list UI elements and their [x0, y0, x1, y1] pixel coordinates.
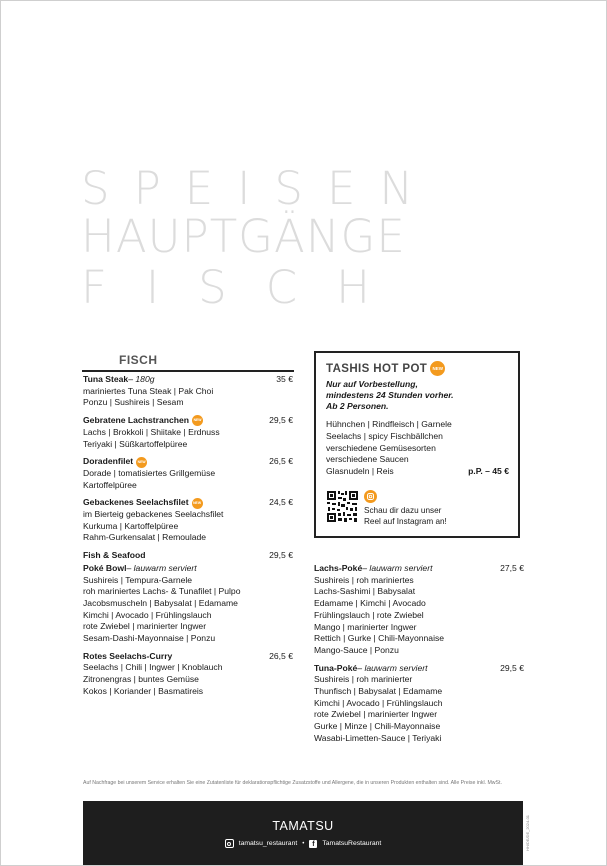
- menu-item-description: Kartoffelpüree: [83, 479, 137, 490]
- menu-item-price: 24,5 €: [269, 497, 293, 508]
- menu-item-description: Thunfisch | Babysalat | Edamame: [314, 686, 443, 697]
- brand-name: TAMATSU: [272, 819, 334, 833]
- menu-item-name-wrap: [83, 456, 147, 468]
- menu-item-note: – lauwarm serviert: [357, 662, 428, 673]
- menu-item-description: Wasabi-Limetten-Sauce | Teriyaki: [314, 732, 442, 743]
- menu-item: [83, 563, 293, 645]
- menu-item-header: [83, 550, 293, 562]
- heading-hauptgaenge: HAUPTGÄNGE: [81, 210, 406, 263]
- menu-item-description: Kimchi | Avocado | Frühlingslauch: [314, 697, 443, 708]
- menu-item-description: Kimchi | Avocado | Frühlingslauch: [83, 609, 212, 620]
- menu-item-description: Ponzu | Sushireis | Sesam: [83, 397, 184, 408]
- instagram-promo: [326, 490, 509, 527]
- menu-item-name: Gebratene Lachstranchen: [83, 415, 190, 426]
- hotpot-desc-line: Glasnudeln | Reis: [326, 466, 394, 477]
- menu-item-price: 27,5 €: [500, 563, 524, 573]
- left-menu-column: [83, 374, 293, 704]
- menu-item-note: – 180g: [128, 374, 155, 384]
- facebook-handle[interactable]: TamatsuRestaurant: [322, 840, 382, 847]
- menu-item-description: Zitronengras | buntes Gemüse: [83, 674, 199, 685]
- menu-item: [83, 550, 293, 562]
- section-title: FISCH: [119, 353, 158, 367]
- hotpot-note-line: Ab 2 Personen.: [326, 401, 389, 411]
- instagram-icon[interactable]: [364, 490, 377, 503]
- menu-item: [83, 651, 293, 698]
- instagram-handle[interactable]: tamatsu_restaurant: [238, 840, 298, 847]
- menu-item-description: Seelachs | Chili | Ingwer | Knoblauch: [83, 662, 223, 673]
- menu-item-name-wrap: [83, 415, 203, 427]
- menu-item-name: Tuna Steak: [83, 374, 129, 384]
- hotpot-desc-line: verschiedene Saucen: [326, 454, 409, 465]
- new-badge-icon: NEW: [136, 457, 147, 468]
- menu-item-description: mariniertes Tuna Steak | Pak Choi: [83, 385, 214, 396]
- facebook-icon: f: [309, 840, 317, 848]
- menu-item-description: rote Zwiebel | marinierter Ingwer: [83, 621, 207, 632]
- menu-item-description: Dorade | tomatisiertes Grillgemüse: [83, 467, 216, 478]
- menu-item-description: im Bierteig gebackenes Seelachsfilet: [83, 509, 224, 520]
- menu-item-price: 29,5 €: [269, 550, 293, 561]
- menu-item-price: 26,5 €: [269, 456, 293, 467]
- menu-item-name: Lachs-Poké: [314, 563, 363, 573]
- menu-item-price: 29,5 €: [500, 662, 524, 673]
- menu-item: [314, 563, 524, 657]
- menu-item: [314, 663, 524, 745]
- menu-item-description: Sushireis | roh mariniertes: [314, 574, 414, 585]
- menu-item: [83, 497, 293, 544]
- separator-dot: •: [302, 840, 305, 847]
- social-links: [83, 839, 523, 848]
- menu-item-description: Sushireis | Tempura-Garnele: [83, 574, 193, 585]
- menu-item-note: – lauwarm serviert: [362, 563, 433, 573]
- menu-item-name-wrap: [83, 374, 155, 386]
- hotpot-note-line: mindestens 24 Stunden vorher.: [326, 390, 454, 400]
- menu-item-name: Doradenfilet: [83, 456, 134, 467]
- hotpot-note: [326, 379, 509, 412]
- menu-item-description: Gurke | Minze | Chili-Mayonnaise: [314, 721, 441, 732]
- menu-item-header: [83, 415, 293, 427]
- menu-item-description: Mango | marinierter Ingwer: [314, 621, 417, 632]
- menu-item-name-wrap: [314, 563, 432, 575]
- menu-item: [83, 374, 293, 409]
- menu-item-price: 35 €: [276, 374, 293, 384]
- menu-item-header: [83, 497, 293, 509]
- menu-item-price: 26,5 €: [269, 650, 293, 661]
- menu-item-header: [83, 651, 293, 663]
- hotpot-description: [326, 419, 509, 478]
- menu-item-description: Kurkuma | Kartoffelpüree: [83, 520, 179, 531]
- menu-item-name: Fish & Seafood: [83, 550, 146, 561]
- menu-item-name-wrap: [83, 497, 203, 509]
- footer-bar: [83, 801, 523, 865]
- menu-item-description: Rettich | Gurke | Chili-Mayonnaise: [314, 633, 445, 644]
- section-divider: [82, 370, 294, 372]
- section-header: [82, 353, 294, 372]
- menu-item-description: Sushireis | roh marinierter: [314, 674, 413, 685]
- hotpot-desc-line: Seelachs | spicy Fischbällchen: [326, 430, 443, 441]
- menu-item-header: [83, 563, 293, 575]
- menu-item-price: 29,5 €: [269, 415, 293, 426]
- instagram-text-block: [364, 490, 447, 527]
- hotpot-desc-line: verschiedene Gemüsesorten: [326, 442, 436, 453]
- menu-item-header: [314, 663, 524, 675]
- menu-item-description: Jacobsmuscheln | Babysalat | Edamame: [83, 597, 238, 608]
- menu-item-description: Kokos | Koriander | Basmatireis: [83, 685, 204, 696]
- menu-item-note: – lauwarm serviert: [126, 562, 197, 573]
- menu-item-name-wrap: [314, 663, 428, 675]
- new-badge-icon: NEW: [430, 361, 445, 376]
- menu-item-name-wrap: [83, 651, 172, 663]
- menu-item-description: Mango-Sauce | Ponzu: [314, 644, 399, 655]
- hotpot-price: p.P. – 45 €: [468, 466, 509, 477]
- menu-item-description: Rahm-Gurkensalat | Remoulade: [83, 532, 207, 543]
- menu-item-description: Teriyaki | Süßkartoffelpüree: [83, 438, 188, 449]
- hotpot-price-row: [326, 466, 509, 478]
- menu-item-header: [314, 563, 524, 575]
- right-menu-column: [314, 563, 524, 751]
- hotpot-desc-line: Hühnchen | Rindfleisch | Garnele: [326, 419, 452, 429]
- menu-item-description: Edamame | Kimchi | Avocado: [314, 598, 426, 609]
- menu-item-name-wrap: [83, 563, 197, 575]
- menu-item: [83, 456, 293, 491]
- menu-item-description: roh mariniertes Lachs- & Tunafilet | Pulpo: [83, 586, 241, 597]
- hotpot-title: TASHIS HOT POT: [326, 362, 428, 375]
- menu-item-description: rote Zwiebel | marinierter Ingwer: [314, 709, 438, 720]
- new-badge-icon: NEW: [192, 498, 203, 509]
- menu-item-name-wrap: [83, 550, 146, 562]
- qr-code-icon[interactable]: [326, 490, 359, 523]
- instagram-text-line: Reel auf Instagram an!: [364, 516, 447, 526]
- menu-item-name: Rotes Seelachs-Curry: [83, 650, 173, 661]
- hotpot-box: [314, 351, 520, 538]
- menu-item-header: [83, 374, 293, 386]
- menu-item-name: Tuna-Poké: [314, 662, 358, 673]
- menu-item-description: Lachs | Brokkoli | Shiitake | Erdnuss: [83, 426, 220, 437]
- hotpot-note-line: Nur auf Vorbestellung,: [326, 379, 418, 389]
- instagram-text-line: Schau dir dazu unser: [364, 505, 442, 515]
- menu-item: [83, 415, 293, 450]
- heading-speisen: SPEISEN: [81, 162, 438, 215]
- menu-item-header: [83, 456, 293, 468]
- heading-fisch: FISCH: [81, 261, 409, 314]
- menu-item-name: Gebackenes Seelachsfilet: [83, 497, 189, 508]
- menu-item-description: Sesam-Dashi-Mayonnaise | Ponzu: [83, 633, 216, 644]
- hotpot-title-row: [326, 361, 509, 376]
- allergen-footnote: Auf Nachfrage bei unserem Service erhalten Sie eine Zutatenliste für deklarationspflichtige Zusatzstoffe und Allergene, die in unseren Produkten enthalten sind. Alle Preise inkl. MwSt.: [83, 780, 502, 786]
- instagram-icon: [225, 839, 234, 848]
- menu-item-name: Poké Bowl: [83, 562, 127, 573]
- new-badge-icon: NEW: [192, 415, 203, 426]
- version-code: HH/DE/DE_2024-01: [525, 814, 530, 851]
- menu-item-description: Lachs-Sashimi | Babysalat: [314, 586, 416, 597]
- menu-item-description: Frühlingslauch | rote Zwiebel: [314, 609, 424, 620]
